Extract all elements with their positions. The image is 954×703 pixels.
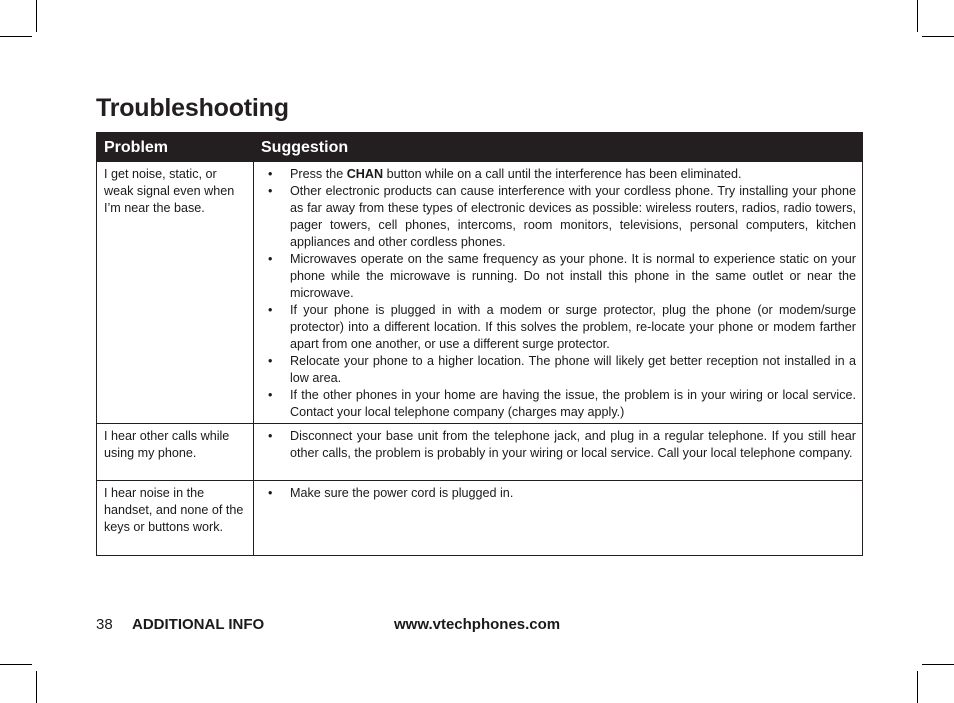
suggestion-cell bbox=[254, 162, 863, 424]
list-item bbox=[266, 302, 856, 353]
suggestion-list bbox=[266, 428, 856, 462]
list-item bbox=[266, 183, 856, 251]
crop-mark-bottom-left-vertical bbox=[36, 671, 37, 703]
bullet-icon: • bbox=[268, 303, 273, 317]
suggestion-cell bbox=[254, 424, 863, 481]
header-problem: Problem bbox=[97, 133, 254, 162]
suggestion-text: If your phone is plugged in with a modem or surge protector, plug the phone (or modem/surge protector) into a different location. If this solves the problem, re-locate your phone or modem farther apart from one another, or use a different surge protector. bbox=[290, 303, 856, 351]
crop-mark-bottom-right-horizontal bbox=[922, 664, 954, 665]
crop-mark-top-right-vertical bbox=[917, 0, 918, 32]
bullet-icon: • bbox=[268, 388, 273, 402]
chan-key-label: CHAN bbox=[346, 167, 384, 181]
section-label: ADDITIONAL INFO bbox=[132, 616, 265, 633]
table-row bbox=[97, 162, 863, 424]
table-row bbox=[97, 481, 863, 556]
suggestion-text: Disconnect your base unit from the telephone jack, and plug in a regular telephone. If you still hear other calls, the problem is probably in your wiring or local service. Call your local telephone company. bbox=[290, 429, 856, 460]
bullet-icon: • bbox=[268, 184, 273, 198]
table-header-row bbox=[97, 133, 863, 162]
crop-mark-top-left-vertical bbox=[36, 0, 37, 32]
website-url: www.vtechphones.com bbox=[394, 616, 561, 633]
suggestion-text: Make sure the power cord is plugged in. bbox=[290, 486, 514, 500]
suggestion-cell bbox=[254, 481, 863, 556]
list-item bbox=[266, 353, 856, 387]
problem-cell: I hear noise in the handset, and none of the keys or buttons work. bbox=[97, 481, 254, 556]
suggestion-text: Other electronic products can cause interference with your cordless phone. Try installing your phone as far away from these types of electronic devices as possible: wireless routers, radios, radio towers, pager towers, cell phones, intercoms, room monitors, televisions, personal computers, kitchen appliances and other cordless phones. bbox=[290, 184, 856, 249]
page-number: 38 bbox=[96, 616, 113, 633]
header-suggestion: Suggestion bbox=[254, 133, 863, 162]
list-item bbox=[266, 387, 856, 421]
crop-mark-top-right-horizontal bbox=[922, 36, 954, 37]
list-item bbox=[266, 166, 856, 183]
problem-cell: I get noise, static, or weak signal even when I’m near the base. bbox=[97, 162, 254, 424]
crop-mark-bottom-left-horizontal bbox=[0, 664, 32, 665]
suggestion-list bbox=[266, 166, 856, 421]
list-item bbox=[266, 251, 856, 302]
suggestion-text: Microwaves operate on the same frequency as your phone. It is normal to experience static on your phone while the microwave is running. Do not install this phone in the same outlet or near the microwave. bbox=[290, 252, 856, 300]
problem-cell: I hear other calls while using my phone. bbox=[97, 424, 254, 481]
suggestion-text: Relocate your phone to a higher location. The phone will likely get better reception not installed in a low area. bbox=[290, 354, 856, 385]
list-item bbox=[266, 428, 856, 462]
bullet-icon: • bbox=[268, 354, 273, 368]
suggestion-list bbox=[266, 485, 856, 502]
crop-mark-top-left-horizontal bbox=[0, 36, 32, 37]
suggestion-text: If the other phones in your home are having the issue, the problem is in your wiring or local service. Contact your local telephone company (charges may apply.) bbox=[290, 388, 856, 419]
page-title: Troubleshooting bbox=[96, 94, 289, 122]
crop-mark-bottom-right-vertical bbox=[917, 671, 918, 703]
bullet-icon: • bbox=[268, 486, 273, 500]
bullet-icon: • bbox=[268, 429, 273, 443]
bullet-icon: • bbox=[268, 167, 273, 181]
suggestion-text-post: button while on a call until the interference has been eliminated. bbox=[383, 167, 742, 181]
bullet-icon: • bbox=[268, 252, 273, 266]
suggestion-text-pre: Press the bbox=[290, 167, 347, 181]
troubleshooting-table bbox=[96, 132, 863, 556]
table-row bbox=[97, 424, 863, 481]
list-item bbox=[266, 485, 856, 502]
